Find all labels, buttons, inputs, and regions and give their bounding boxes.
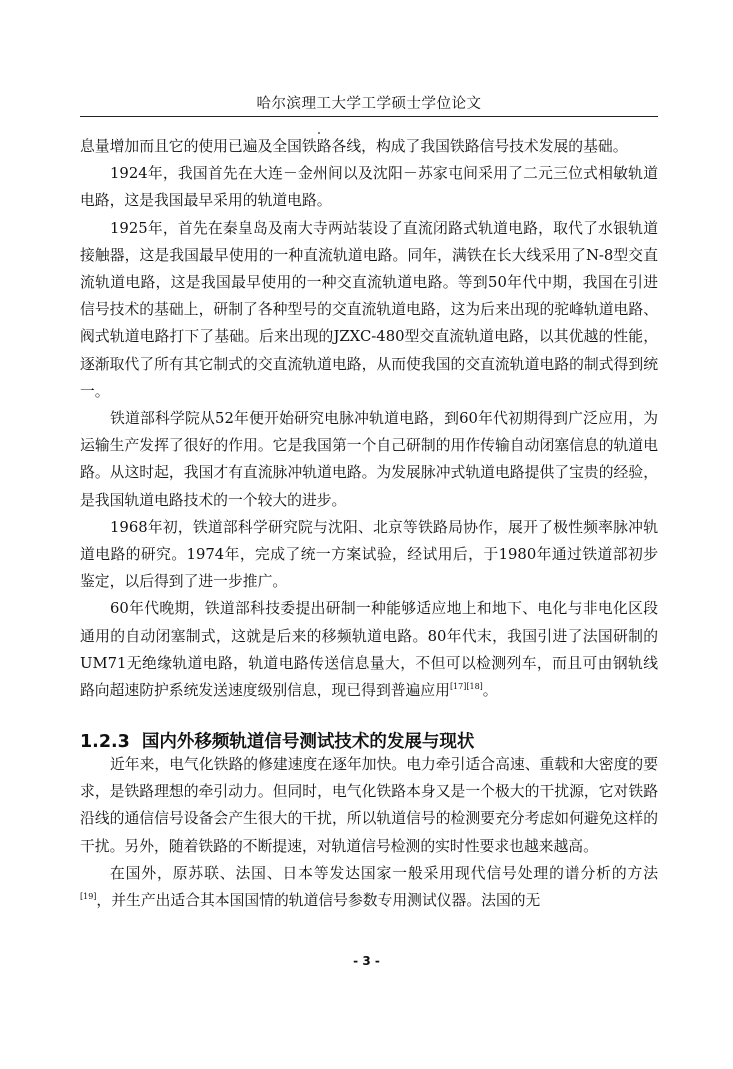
paragraph-tail: 。 (482, 682, 498, 700)
citation: [19] (80, 892, 97, 902)
paragraph-text: 近年来，电气化铁路的修建速度在逐年加快。电力牵引适合高速、重载和大密度的要求，是铁路理想的牵引动力。但同时，电气化铁路本身又是一个极大的干扰源，它对铁路沿线的通信信号设备会产生很大的干扰，所以轨道信号的检测要充分考虑如何避免这样的干扰。另外，随着铁路的不断提速，对轨道信号检测的实时性要求也越来越高。 (80, 756, 658, 855)
paragraph-text: 在国外，原苏联、法国、日本等发达国家一般采用现代信号处理的谱分析的方法 (110, 864, 658, 882)
paragraph-text: 铁道部科学院从52年便开始研究电脉冲轨道电路，到60年代初期得到广泛应用，为运输生产发挥了很好的作用。它是我国第一个自己研制的用作传输自动闭塞信息的轨道电路。从这时起，我国才有直流脉冲轨道电路。为发展脉冲式轨道电路提供了宝贵的经验，是我国轨道电路技术的一个较大的进步。 (80, 410, 658, 509)
header-rule (80, 116, 658, 117)
paragraph (80, 514, 658, 596)
body-text-lower (80, 751, 658, 914)
paragraph (80, 405, 658, 514)
section-heading (80, 728, 680, 753)
paragraph-text: 息量增加而且它的使用已遍及全国铁路各线，构成了我国铁路信号技术发展的基础。 (80, 138, 628, 155)
paragraph (80, 751, 658, 860)
paragraph-tail: ，并生产出适合其本国国情的轨道信号参数专用测试仪器。法国的无 (96, 892, 541, 910)
body-text-upper (80, 133, 658, 704)
paragraph (80, 595, 658, 704)
section-number: 1.2.3 (80, 732, 130, 752)
citation: [17][18] (449, 682, 483, 692)
paragraph (80, 160, 658, 214)
paragraph-text: 1925年，首先在秦皇岛及南大寺两站装设了直流闭路式轨道电路，取代了水银轨道接触器，这是我国最早使用的一种直流轨道电路。同年，满铁在长大线采用了N-8型交直流轨道电路，这是我国最早使用的一种交直流轨道电路。等到50年代中期，我国在引进信号技术的基础上，研制了各种型号的交直流轨道电路，这为后来出现的驼峰轨道电路、阀式轨道电路打下了基础。后来出现的JZXC-480型交直流轨道电路，以其优越的性能，逐渐取代了所有其它制式的交直流轨道电路，从而使我国的交直流轨道电路的制式得到统一。 (80, 219, 658, 400)
running-header: 哈尔滨理工大学工学硕士学位论文 (256, 96, 482, 112)
paragraph-text: 60年代晚期，铁道部科技委提出研制一种能够适应地上和地下、电化与非电化区段通用的自动闭塞制式，这就是后来的移频轨道电路。80年代末，我国引进了法国研制的UM71无绝缘轨道电路，轨道电路传送信息量大，不但可以检测列车，而且可由钢轨线路向超速防护系统发送速度级别信息，现已得到普遍应用 (80, 600, 658, 700)
paragraph (80, 860, 658, 914)
paragraph (80, 215, 658, 405)
paragraph-text: 1968年初，铁道部科学研究院与沈阳、北京等铁路局协作，展开了极性频率脉冲轨道电路的研究。1974年，完成了统一方案试验，经试用后，于1980年通过铁道部初步鉴定，以后得到了进一步推广。 (80, 518, 658, 591)
paragraph-text: 1924年，我国首先在大连－金州间以及沈阳－苏家屯间采用了二元三位式相敏轨道电路，这是我国最早采用的轨道电路。 (80, 165, 658, 210)
page-number: - 3 - (353, 954, 380, 968)
paragraph (80, 133, 658, 160)
section-title: 国内外移频轨道信号测试技术的发展与现状 (141, 732, 475, 752)
